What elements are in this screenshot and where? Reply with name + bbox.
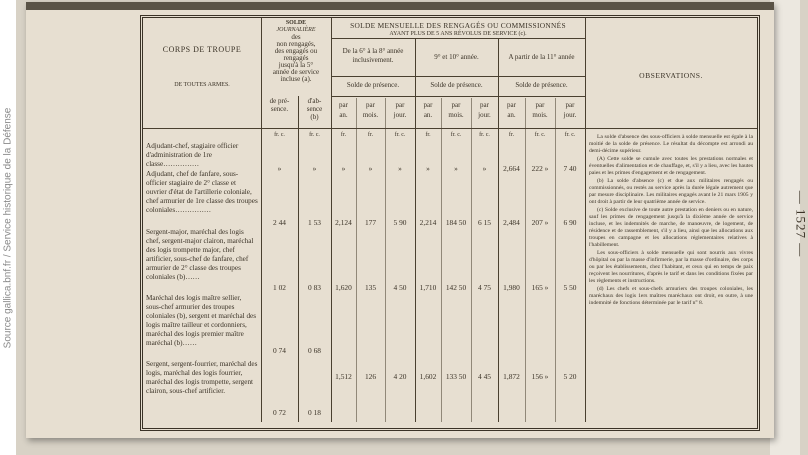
presence-label-2: Solde de présence. — [430, 81, 483, 89]
presence-col-header-2: sence. — [270, 105, 289, 113]
cell: 1,602 — [419, 372, 437, 381]
corps-row-5: Sergent, sergent-fourrier, maréchal des logis, maréchal des logis fourrier, maréchal des logis trompette, sergent clairon, sous-chef artificier. — [146, 360, 258, 395]
cell: 184 50 — [445, 218, 467, 227]
cell: 4 20 — [393, 372, 407, 381]
cell: 0 83 — [308, 283, 321, 292]
cell: 6 90 — [563, 218, 577, 227]
corps-header: CORPS DE TROUPE — [162, 45, 242, 54]
par-mois-2b: mois. — [448, 111, 464, 119]
unit-mois-1: fr. — [367, 132, 374, 138]
corps-subheader: DE TOUTES ARMES. — [174, 82, 230, 88]
header-divider — [331, 76, 585, 77]
par-jour-1: par — [395, 101, 405, 109]
page-top-shadow — [26, 2, 774, 10]
document-page — [26, 2, 808, 438]
period-9-10: 9° et 10° année. — [434, 53, 479, 61]
cell: » — [312, 164, 317, 173]
mensuelle-header: SOLDE MENSUELLE DES RENGAGÉS OU COMMISSIONNÉS — [350, 21, 566, 30]
header-bottom-line — [143, 128, 757, 129]
solde-desc-4: rengagés — [283, 54, 309, 62]
cell: 1,872 — [503, 372, 520, 381]
period-6-8-2: inclusivement. — [352, 56, 394, 64]
cell: 4 45 — [478, 372, 491, 381]
par-jour-1b: jour. — [393, 111, 407, 119]
cell: » — [482, 164, 487, 173]
observation-paragraph: (c) Solde exclusive de toute autre prestation en deniers ou en nature, sauf les primes de rengagement jusqu'à la dixième année de service incluse, et les indemnités de marche, de manœuvre, de logement, de résidence et de rassemblement, s'il y a lieu, ainsi que les allocations aux troupes en campagne et les allocations réglementaires relatives à l'habillement. — [589, 207, 753, 248]
unit-an-1: fr. — [340, 132, 347, 138]
par-mois-3b: mois. — [532, 111, 548, 119]
par-mois-1b: mois. — [362, 111, 379, 119]
cell: 2,664 — [503, 164, 520, 173]
par-an-1: par — [339, 101, 348, 109]
presence-label-1: Solde de présence. — [346, 81, 400, 89]
solde-journaliere: JOURNALIÈRE — [276, 27, 316, 33]
cell: » — [426, 164, 430, 173]
cell: 5 20 — [563, 372, 577, 381]
cell: 1,980 — [503, 283, 520, 292]
cell: 156 » — [531, 372, 549, 381]
cell: 1 53 — [308, 218, 321, 227]
mensuelle-subheader: AYANT PLUS DE 5 ANS RÉVOLUS DE SERVICE (c). — [389, 31, 527, 37]
absence-col-header-2: sence — [306, 105, 323, 113]
source-sidebar — [0, 0, 16, 455]
unit-presence: fr. c. — [274, 132, 285, 138]
cell: » — [398, 164, 402, 173]
cell: 222 » — [531, 164, 549, 173]
unit-jour-3: fr. c. — [564, 132, 576, 138]
cell: 165 » — [531, 283, 549, 292]
cell: 1 02 — [273, 283, 286, 292]
cell: 0 68 — [308, 346, 321, 355]
solde-desc-6: année de service — [272, 68, 320, 76]
cell: 133 50 — [445, 372, 467, 381]
observations-header: OBSERVATIONS. — [639, 71, 703, 80]
cell: 126 — [364, 372, 377, 381]
presence-label-3: Solde de présence. — [515, 81, 568, 89]
cell: 135 — [364, 283, 377, 292]
cell: 4 50 — [393, 283, 407, 292]
par-mois-1: par — [366, 101, 375, 109]
unit-mois-2: fr. c. — [450, 132, 462, 138]
solde-desc-7: incluse (a). — [280, 75, 312, 83]
cell: 2,214 — [419, 218, 437, 227]
cell: 0 74 — [273, 346, 286, 355]
corps-row-1: Adjudant-chef, stagiaire officier d'administration de 1re classe…………… — [146, 142, 239, 168]
cell: 2,484 — [503, 218, 520, 227]
cell: 0 18 — [308, 408, 321, 417]
par-mois-2: par — [451, 101, 461, 109]
corps-row-3: Sergent-major, maréchal des logis chef, sergent-major clairon, maréchal des logis trompette major, chef artificier, sous-chef de fanfare, chef armurier de 2° classe des troupes coloniales (b)…… — [146, 228, 254, 281]
par-jour-2: par — [480, 101, 489, 109]
solde-desc-5: jusqu'à la 5° — [278, 61, 314, 69]
unit-jour-1: fr. c. — [394, 132, 406, 138]
solde-header: SOLDE — [285, 20, 307, 26]
table-frame — [140, 15, 760, 431]
cell: » — [454, 164, 458, 173]
cell: 1,620 — [335, 283, 352, 292]
unit-jour-2: fr. c. — [479, 132, 490, 138]
corps-row-2: Adjudant, chef de fanfare, sous-officier stagiaire de 2° classe et ouvrier d'état de l'artillerie coloniale, chef armurier de 1re classe des troupes coloniales…………… — [146, 170, 258, 214]
observation-paragraph: (A) Cette solde se cumule avec toutes les prestations normales et éventuelles d'alimentation et de chauffage, et, s'il y a lieu, avec les hautes paies et les primes d'engagement et de rengagement. — [589, 156, 753, 176]
observation-paragraph: (d) Les chefs et sous-chefs armuriers des troupes coloniales, les maréchaux des logis 1ers maîtres maréchaux ont droit, en outre, à une indemnité de fonctions déterminée par le tarif n° 8. — [589, 286, 753, 306]
period-11: A partir de la 11° année — [508, 53, 575, 61]
cell: 177 — [364, 218, 377, 227]
cell: 4 75 — [478, 283, 491, 292]
solde-desc-2: non rengagés, — [276, 40, 316, 48]
corps-row-4: Maréchal des logis maître sellier, sous-chef armurier des troupes coloniales (b), sergent et maréchal des logis maître tailleur et cordonniers, maréchal des logis premier maître maréchal (b)…… — [146, 294, 257, 347]
cell: 5 90 — [393, 218, 407, 227]
cell: » — [341, 164, 346, 173]
source-credit: Source gallica.bnf.fr / Service historique de la Défense — [2, 107, 14, 349]
par-mois-3: par — [535, 101, 545, 109]
unit-absence: fr. c. — [309, 132, 320, 138]
solde-desc-3: des engagés ou — [274, 47, 318, 55]
absence-col-header-3: (b) — [310, 113, 319, 121]
header-divider — [331, 38, 585, 39]
observation-paragraph: Les sous-officiers à solde mensuelle qui sont nourris aux vivres d'hôpital ou par la masse d'infirmerie, par la masse d'ordinaire, des corps ou par les établissements, chez l'habitant, et ceux qui en temps de paix reçoivent les nourritures, d'après le tarif et dans les conditions fixées par les règlements et instructions. — [589, 250, 753, 284]
cell: 0 72 — [273, 408, 286, 417]
cell: 207 » — [531, 218, 549, 227]
par-an-2b: an. — [423, 111, 433, 119]
header-divider — [331, 96, 585, 97]
cell: » — [277, 164, 282, 173]
observations-text — [589, 134, 753, 424]
presence-col-header: de pré- — [269, 97, 290, 105]
cell: 7 40 — [563, 164, 577, 173]
absence-col-header: d'ab- — [307, 97, 322, 105]
par-an-3b: an. — [507, 111, 516, 119]
cell: 5 50 — [563, 283, 577, 292]
cell: 142 50 — [445, 283, 467, 292]
par-jour-3b: jour. — [563, 111, 577, 119]
cell: 2 44 — [273, 218, 286, 227]
period-6-8: De la 6° à la 8° année — [342, 47, 404, 55]
solde-desc-1: des — [291, 33, 301, 41]
unit-an-2: fr. — [425, 132, 431, 138]
observation-paragraph: La solde d'absence des sous-officiers à solde mensuelle est égale à la moitié de la solde de présence. Le résultat du décompte est arrondi au demi-décime supérieur. — [589, 134, 753, 154]
page-number: — 1527 — — [793, 190, 808, 258]
par-jour-2b: jour. — [478, 111, 491, 119]
unit-mois-3: fr. c. — [534, 132, 546, 138]
par-an-2: par — [423, 101, 433, 109]
cell: 2,124 — [335, 218, 352, 227]
par-jour-3: par — [565, 101, 575, 109]
col-divider — [298, 96, 299, 422]
cell: 6 15 — [478, 218, 491, 227]
cell: 1,710 — [419, 283, 437, 292]
par-an-3: par — [507, 101, 516, 109]
cell: 1,512 — [335, 372, 352, 381]
par-an-1b: an. — [339, 111, 348, 119]
observation-paragraph: (b) La solde d'absence (c) et due aux militaires rengagés ou commissionnés, ou restés au service après la durée légale autrement que par mesure disciplinaire. Les militaires engagés avant le 21 mars 1905 y ont droit à partir de leur quatrième année de service. — [589, 178, 753, 205]
unit-an-3: fr. — [508, 132, 515, 138]
cell: » — [368, 164, 373, 173]
